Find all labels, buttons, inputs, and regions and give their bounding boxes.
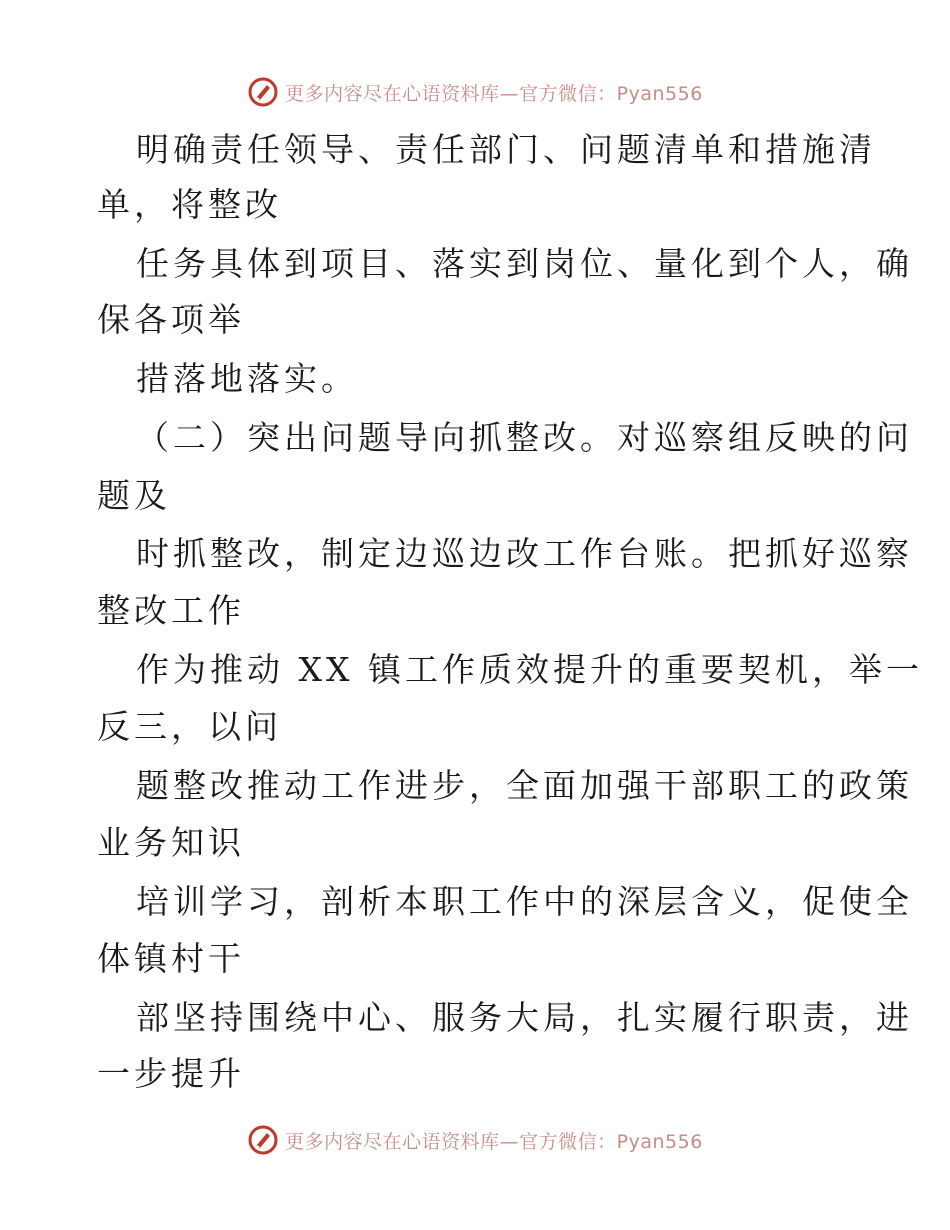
paragraph-3-line-1: 措落地落实。 (136, 359, 358, 398)
paragraph-8-line-1: 培训学习，剖析本职工作中的深层含义，促使全 (136, 882, 913, 921)
paragraph-6-line-2: 反三，以问 (97, 707, 282, 746)
paragraph-7-line-1: 题整改推动工作进步，全面加强干部职工的政策 (136, 766, 913, 805)
paragraph-2-line-2: 保各项举 (97, 300, 245, 339)
header-watermark (0, 72, 950, 112)
paragraph-7-line-2: 业务知识 (97, 823, 245, 862)
paragraph-9-line-2: 一步提升 (97, 1054, 245, 1093)
paragraph-1-line-2: 单，将整改 (97, 185, 282, 224)
paragraph-9-line-1: 部坚持围绕中心、服务大局，扎实履行职责，进 (136, 998, 913, 1037)
pen-nib-logo-icon (247, 1124, 279, 1156)
watermark-text: 更多内容尽在心语资料库—官方微信：Pyan556 (285, 82, 703, 105)
paragraph-6-line-1: 作为推动 XX 镇工作质效提升的重要契机，举一 (136, 650, 923, 689)
paragraph-2-line-1: 任务具体到项目、落实到岗位、量化到个人，确 (136, 244, 913, 283)
paragraph-4-line-1: （二）突出问题导向抓整改。对巡察组反映的问 (136, 418, 913, 457)
footer-watermark (0, 1120, 950, 1160)
paragraph-4-line-2: 题及 (97, 476, 171, 515)
paragraph-5-line-2: 整改工作 (97, 591, 245, 630)
paragraph-1-line-1: 明确责任领导、责任部门、问题清单和措施清 (136, 130, 876, 169)
pen-nib-logo-icon (247, 76, 279, 108)
watermark-text: 更多内容尽在心语资料库—官方微信：Pyan556 (285, 1130, 703, 1153)
paragraph-8-line-2: 体镇村干 (97, 939, 245, 978)
paragraph-5-line-1: 时抓整改，制定边巡边改工作台账。把抓好巡察 (136, 534, 913, 573)
